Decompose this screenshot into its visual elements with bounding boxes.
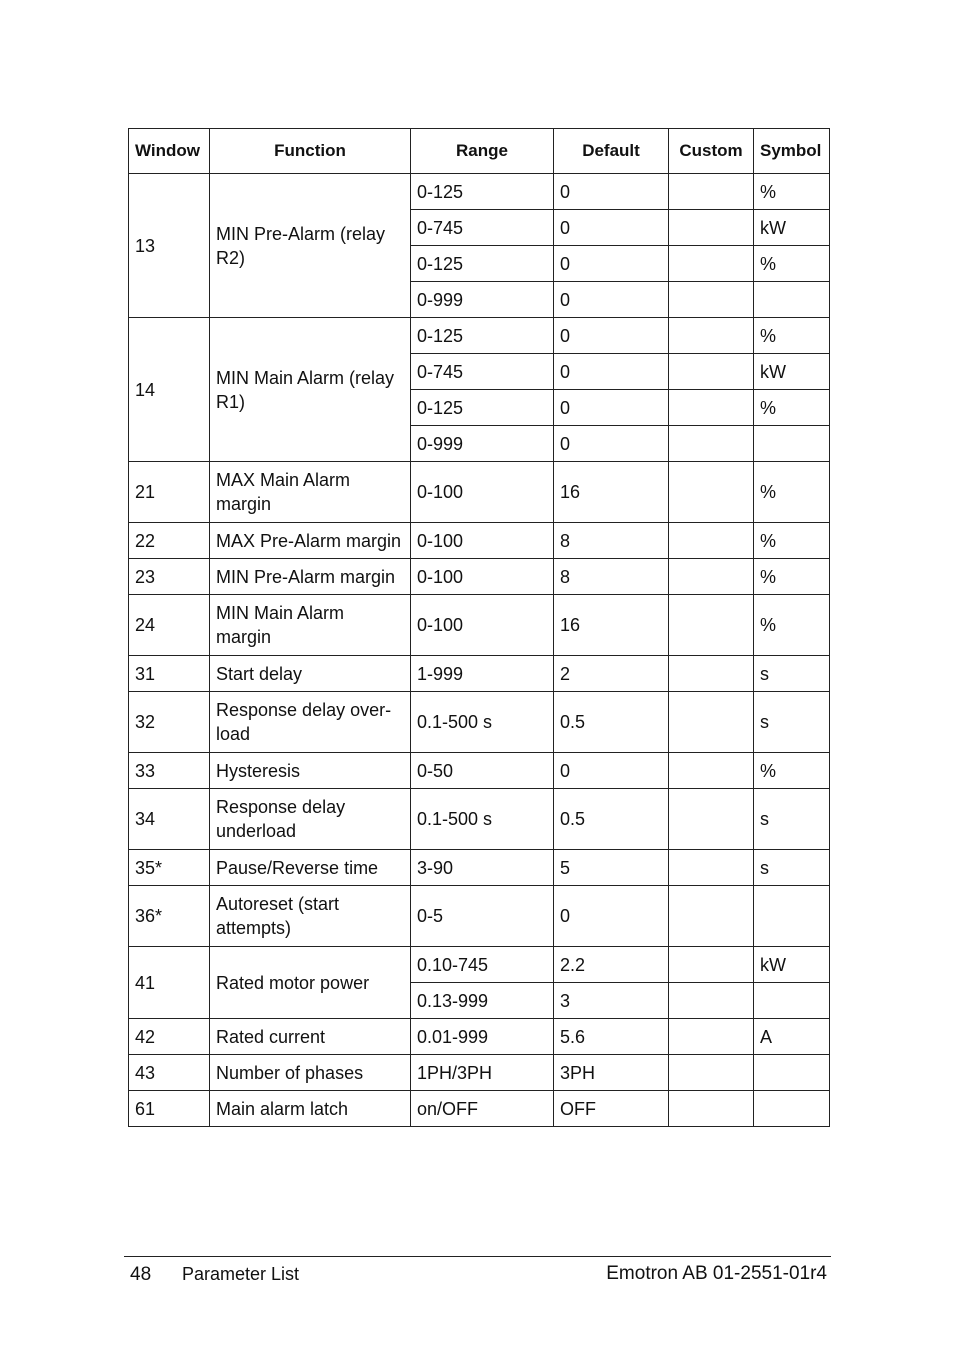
cell-range: 1PH/3PH — [411, 1055, 554, 1091]
cell-symbol: % — [754, 753, 830, 789]
table-row — [129, 850, 830, 886]
cell-window: 31 — [129, 656, 210, 692]
cell-custom — [669, 947, 754, 983]
cell-range: 0-5 — [411, 886, 554, 947]
cell-window: 23 — [129, 559, 210, 595]
cell-range: 0-125 — [411, 318, 554, 354]
cell-default: 0 — [554, 753, 669, 789]
table-row — [129, 656, 830, 692]
table-row — [129, 559, 830, 595]
table-row — [129, 462, 830, 523]
cell-range: 0-125 — [411, 174, 554, 210]
table-row — [129, 174, 830, 210]
cell-range: 0-100 — [411, 523, 554, 559]
cell-custom — [669, 559, 754, 595]
cell-range: 0-100 — [411, 595, 554, 656]
cell-range: 0.01-999 — [411, 1019, 554, 1055]
cell-default: 3 — [554, 983, 669, 1019]
cell-custom — [669, 246, 754, 282]
cell-custom — [669, 318, 754, 354]
cell-default: 0 — [554, 886, 669, 947]
cell-custom — [669, 983, 754, 1019]
cell-symbol — [754, 983, 830, 1019]
cell-custom — [669, 886, 754, 947]
cell-window: 42 — [129, 1019, 210, 1055]
cell-symbol: kW — [754, 210, 830, 246]
table-row — [129, 789, 830, 850]
cell-range: 0-999 — [411, 426, 554, 462]
cell-default: 0 — [554, 282, 669, 318]
cell-window: 41 — [129, 947, 210, 1019]
cell-window: 21 — [129, 462, 210, 523]
cell-function: MAX Main Alarm margin — [210, 462, 411, 523]
cell-function: Response delay underload — [210, 789, 411, 850]
cell-symbol: s — [754, 850, 830, 886]
cell-default: 0 — [554, 354, 669, 390]
cell-default: 0 — [554, 174, 669, 210]
cell-default: 3PH — [554, 1055, 669, 1091]
table-row — [129, 318, 830, 354]
cell-default: 2.2 — [554, 947, 669, 983]
table-header-row — [129, 129, 830, 174]
cell-function: MIN Main Alarm margin — [210, 595, 411, 656]
cell-symbol: A — [754, 1019, 830, 1055]
cell-range: 0-50 — [411, 753, 554, 789]
table-row — [129, 1019, 830, 1055]
cell-custom — [669, 523, 754, 559]
cell-function: Main alarm latch — [210, 1091, 411, 1127]
cell-custom — [669, 1055, 754, 1091]
cell-custom — [669, 210, 754, 246]
cell-custom — [669, 1091, 754, 1127]
cell-function: Rated current — [210, 1019, 411, 1055]
cell-symbol: s — [754, 789, 830, 850]
header-function: Function — [210, 129, 411, 174]
cell-function: Hysteresis — [210, 753, 411, 789]
table-row — [129, 692, 830, 753]
cell-default: 0 — [554, 426, 669, 462]
cell-function: MIN Pre-Alarm margin — [210, 559, 411, 595]
cell-range: 0-100 — [411, 462, 554, 523]
cell-range: 0-125 — [411, 390, 554, 426]
cell-default: 5.6 — [554, 1019, 669, 1055]
cell-default: OFF — [554, 1091, 669, 1127]
cell-default: 0.5 — [554, 789, 669, 850]
cell-default: 16 — [554, 595, 669, 656]
header-symbol: Symbol — [754, 129, 830, 174]
cell-symbol — [754, 426, 830, 462]
cell-symbol — [754, 282, 830, 318]
cell-range: 3-90 — [411, 850, 554, 886]
cell-range: 0-999 — [411, 282, 554, 318]
cell-symbol: s — [754, 656, 830, 692]
cell-window: 36* — [129, 886, 210, 947]
cell-custom — [669, 753, 754, 789]
cell-window: 61 — [129, 1091, 210, 1127]
cell-custom — [669, 426, 754, 462]
header-range: Range — [411, 129, 554, 174]
cell-window: 34 — [129, 789, 210, 850]
cell-function: MIN Main Alarm (relay R1) — [210, 318, 411, 462]
cell-custom — [669, 692, 754, 753]
cell-default: 0.5 — [554, 692, 669, 753]
cell-range: 0.10-745 — [411, 947, 554, 983]
cell-default: 8 — [554, 559, 669, 595]
cell-symbol: s — [754, 692, 830, 753]
header-custom: Custom — [669, 129, 754, 174]
cell-default: 0 — [554, 210, 669, 246]
cell-range: 0-745 — [411, 354, 554, 390]
cell-function: MIN Pre-Alarm (relay R2) — [210, 174, 411, 318]
section-title: Parameter List — [182, 1264, 300, 1284]
cell-symbol: % — [754, 462, 830, 523]
table-row — [129, 595, 830, 656]
cell-function: Autoreset (start attempts) — [210, 886, 411, 947]
cell-range: 1-999 — [411, 656, 554, 692]
cell-window: 22 — [129, 523, 210, 559]
cell-function: MAX Pre-Alarm margin — [210, 523, 411, 559]
cell-window: 33 — [129, 753, 210, 789]
cell-window: 43 — [129, 1055, 210, 1091]
cell-default: 0 — [554, 246, 669, 282]
table-body — [129, 174, 830, 1127]
cell-window: 13 — [129, 174, 210, 318]
cell-custom — [669, 390, 754, 426]
cell-range: 0-745 — [411, 210, 554, 246]
cell-function: Rated motor power — [210, 947, 411, 1019]
cell-default: 0 — [554, 390, 669, 426]
cell-default: 16 — [554, 462, 669, 523]
parameter-table — [128, 128, 830, 1127]
cell-window: 32 — [129, 692, 210, 753]
cell-default: 8 — [554, 523, 669, 559]
cell-range: 0.13-999 — [411, 983, 554, 1019]
page-number: 48 — [130, 1264, 152, 1285]
document-reference: Emotron AB 01-2551-01r4 — [606, 1263, 827, 1284]
table-row — [129, 523, 830, 559]
table-row — [129, 886, 830, 947]
cell-symbol: % — [754, 390, 830, 426]
cell-symbol: % — [754, 318, 830, 354]
cell-custom — [669, 595, 754, 656]
header-default: Default — [554, 129, 669, 174]
cell-symbol: % — [754, 595, 830, 656]
cell-symbol — [754, 1055, 830, 1091]
cell-range: 0-100 — [411, 559, 554, 595]
cell-custom — [669, 282, 754, 318]
cell-custom — [669, 174, 754, 210]
cell-window: 35* — [129, 850, 210, 886]
cell-window: 14 — [129, 318, 210, 462]
cell-symbol — [754, 1091, 830, 1127]
table-row — [129, 947, 830, 983]
cell-custom — [669, 354, 754, 390]
cell-range: 0.1-500 s — [411, 692, 554, 753]
cell-function: Start delay — [210, 656, 411, 692]
cell-range: 0.1-500 s — [411, 789, 554, 850]
cell-default: 0 — [554, 318, 669, 354]
cell-symbol: % — [754, 523, 830, 559]
table-row — [129, 1091, 830, 1127]
table-row — [129, 1055, 830, 1091]
header-window: Window — [129, 129, 210, 174]
cell-range: on/OFF — [411, 1091, 554, 1127]
cell-function: Response delay over-load — [210, 692, 411, 753]
cell-symbol: % — [754, 246, 830, 282]
cell-symbol — [754, 886, 830, 947]
cell-symbol: kW — [754, 354, 830, 390]
cell-function: Number of phases — [210, 1055, 411, 1091]
cell-symbol: kW — [754, 947, 830, 983]
footer-divider — [124, 1256, 831, 1257]
cell-custom — [669, 1019, 754, 1055]
cell-default: 5 — [554, 850, 669, 886]
cell-window: 24 — [129, 595, 210, 656]
table-row — [129, 753, 830, 789]
cell-custom — [669, 462, 754, 523]
cell-custom — [669, 656, 754, 692]
cell-symbol: % — [754, 559, 830, 595]
cell-range: 0-125 — [411, 246, 554, 282]
cell-custom — [669, 850, 754, 886]
cell-symbol: % — [754, 174, 830, 210]
cell-default: 2 — [554, 656, 669, 692]
cell-function: Pause/Reverse time — [210, 850, 411, 886]
cell-custom — [669, 789, 754, 850]
